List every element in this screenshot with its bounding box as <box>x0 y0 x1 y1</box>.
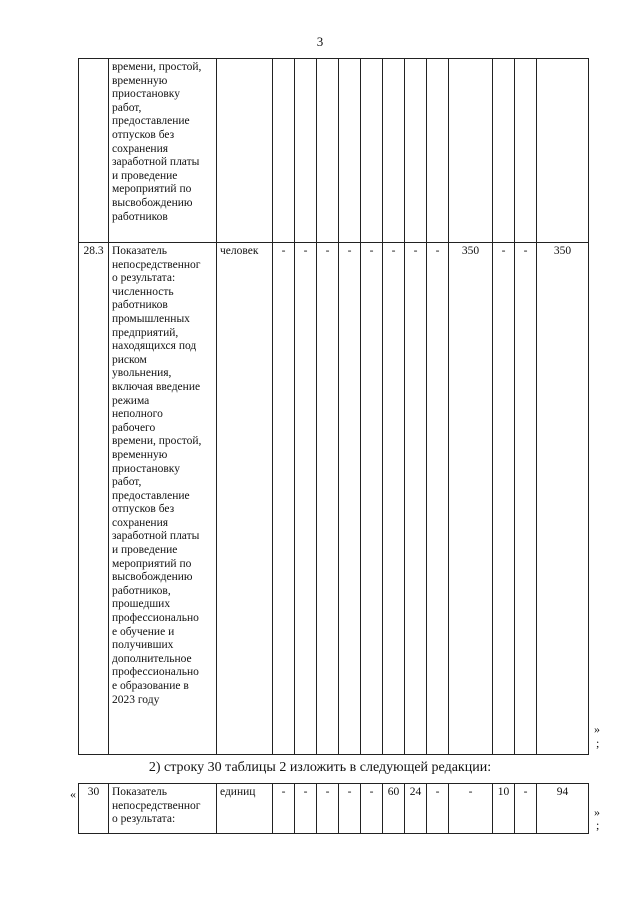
row-unit: человек <box>217 243 273 755</box>
cell-number <box>79 59 109 243</box>
instruction-text: 2) строку 30 таблицы 2 изложить в следующей редакции: <box>148 760 492 775</box>
cell-unit <box>217 59 273 243</box>
cell-description: времени, простой, временную приостановку работ, предоставление отпусков без сохранения заработной платы и проведение мероприятий по высвобождению работников <box>109 59 217 243</box>
value-cell: - <box>383 243 405 755</box>
table-row-28-3 <box>79 243 589 755</box>
value-cell: - <box>361 243 383 755</box>
value-cell: - <box>295 243 317 755</box>
value-cell: - <box>493 243 515 755</box>
value-cell-total: 94 <box>537 784 589 834</box>
table-row-30 <box>79 784 589 834</box>
value-cell: - <box>427 243 449 755</box>
value-cell: - <box>273 784 295 834</box>
value-cell: - <box>339 784 361 834</box>
table-row-28-3-block <box>78 58 589 755</box>
value-cell-total: 350 <box>537 243 589 755</box>
value-cell: 350 <box>449 243 493 755</box>
value-cell: - <box>427 784 449 834</box>
value-cell: - <box>317 243 339 755</box>
row-description: Показатель непосредственног о результата: <box>109 784 217 834</box>
row-description: Показатель непосредственног о результата: численность работников промышленных предприятий, находящихся под риском увольнения, включая введение режима неполного рабочего времени, простой, временную приостановку работ, предоставление отпусков без сохранения заработной платы и проведение мероприятий по высвобождению работников, прошедших профессионально е обучение и получивших дополнительное профессионально е образование в 2023 году <box>109 243 217 755</box>
row-unit: единиц <box>217 784 273 834</box>
value-cell: 60 <box>383 784 405 834</box>
value-cell: 24 <box>405 784 427 834</box>
closing-semicolon: ; <box>596 818 600 832</box>
row-number: 30 <box>79 784 109 834</box>
value-cell: - <box>405 243 427 755</box>
row-number: 28.3 <box>79 243 109 755</box>
value-cell: 10 <box>493 784 515 834</box>
value-cell: - <box>295 784 317 834</box>
value-cell: - <box>273 243 295 755</box>
value-cell: - <box>515 784 537 834</box>
value-cell: - <box>317 784 339 834</box>
closing-quote: » <box>594 805 600 819</box>
value-cell: - <box>339 243 361 755</box>
page-number: 3 <box>316 34 324 49</box>
closing-semicolon: ; <box>596 736 600 750</box>
opening-quote: « <box>70 787 76 801</box>
value-cell: - <box>361 784 383 834</box>
table-row-30-block <box>78 783 589 834</box>
closing-quote: » <box>594 722 600 736</box>
table-row-continuation <box>79 59 589 243</box>
value-cell: - <box>515 243 537 755</box>
value-cell: - <box>449 784 493 834</box>
